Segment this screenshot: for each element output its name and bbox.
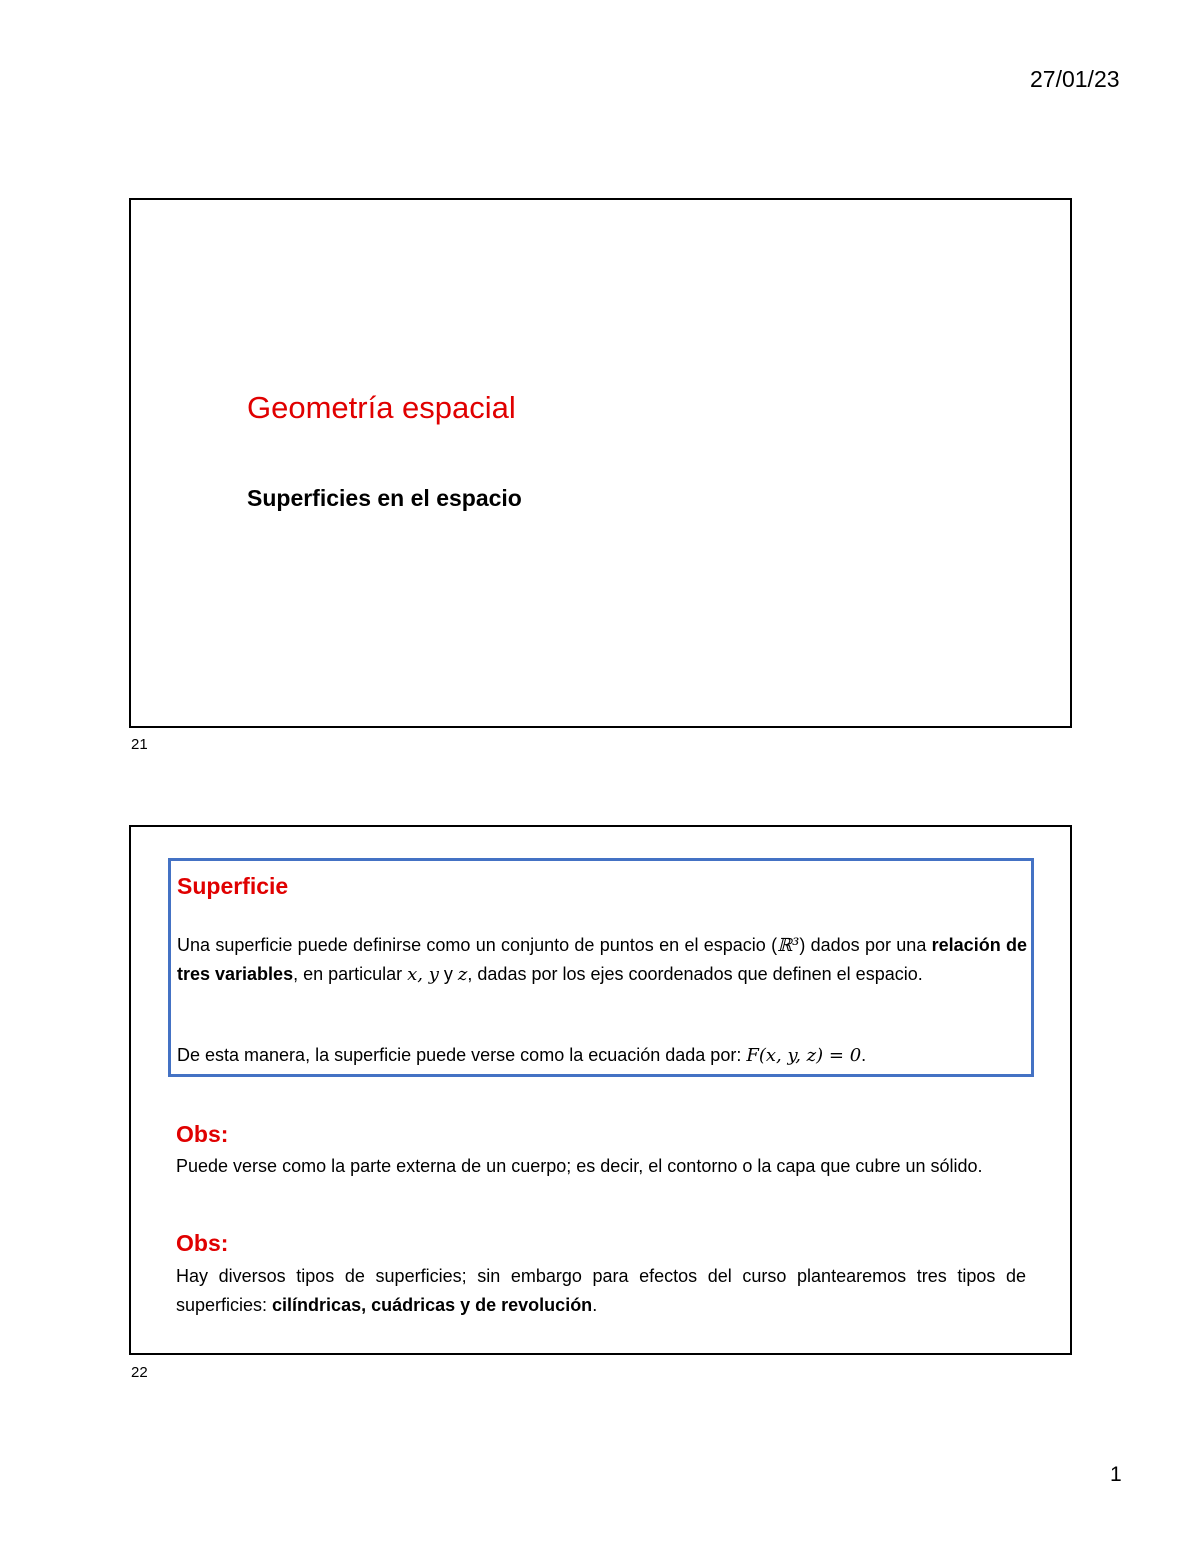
definition-box [168,858,1034,1077]
page-number: 1 [1110,1463,1122,1486]
definition-title: Superficie [177,873,289,899]
equation-paragraph: De esta manera, la superficie puede verse como la ecuación dada por: F(x, y, z) = 0. [177,1045,867,1066]
obs-label-1: Obs: [176,1121,229,1147]
slide-number-21: 21 [131,736,148,753]
slide-subtitle: Superficies en el espacio [247,485,522,511]
math-z: z [457,964,468,985]
definition-paragraph: Una superficie puede definirse como un conjunto de puntos en el espacio (ℝ³) dados por una relación de tres variables, en particular x, y y z, dadas por los ejes coordenados que definen el espacio. [177,935,1028,985]
surface-types: cilíndricas, cuádricas y de revolución [272,1295,593,1315]
obs-text-1: Puede verse como la parte externa de un cuerpo; es decir, el contorno o la capa que cubre un sólido. [176,1156,983,1176]
slide-22 [129,825,1072,1355]
math-r3: ℝ³ [777,935,800,956]
slide-number-22: 22 [131,1364,148,1381]
slide-title: Geometría espacial [247,390,516,425]
obs-text-2: Hay diversos tipos de superficies; sin embargo para efectos del curso plantearemos tres tipos de superficies: cilíndricas, cuádricas y de revolución. [176,1266,1026,1315]
slide-21 [129,198,1072,728]
page-date: 27/01/23 [1030,66,1120,92]
obs-label-2: Obs: [176,1230,229,1256]
bold-phrase: relación de tres variables [177,935,1028,984]
math-xy: x, y [407,964,439,985]
equation: F(x, y, z) = 0 [746,1045,862,1066]
